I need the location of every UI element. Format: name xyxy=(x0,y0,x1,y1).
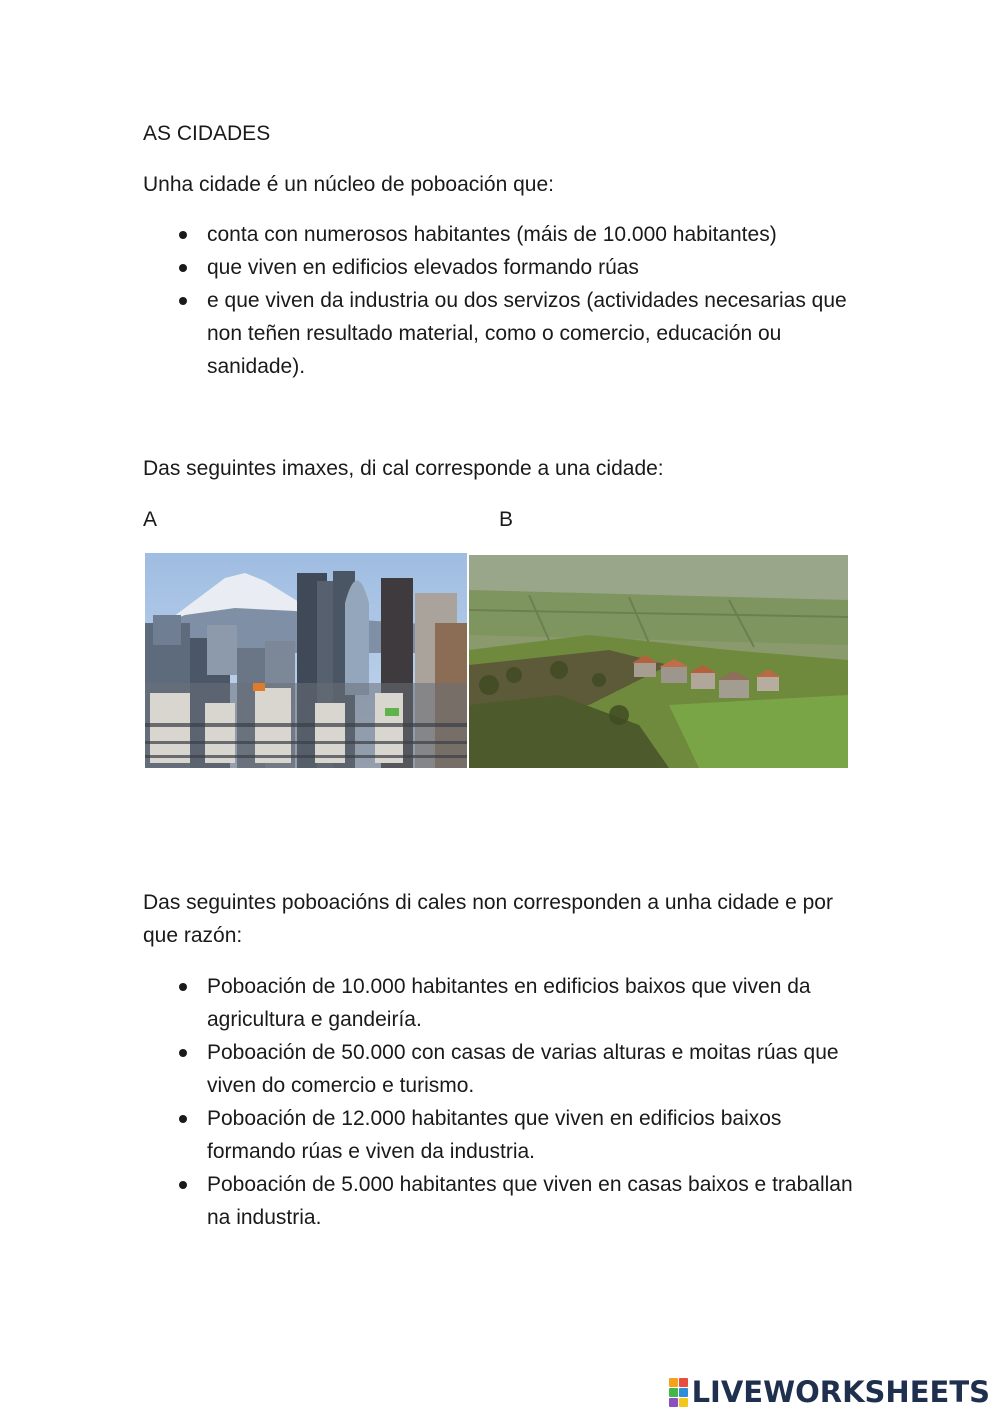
list-item: conta con numerosos habitantes (máis de 10.000 habitantes) xyxy=(143,218,858,251)
village-landscape-photo xyxy=(469,555,848,768)
city-skyline-photo xyxy=(145,553,467,768)
list-item: Poboación de 10.000 habitantes en edificios baixos que viven da agricultura e gandeiría. xyxy=(143,970,858,1036)
list-item: Poboación de 50.000 con casas de varias alturas e moitas rúas que viven do comercio e turismo. xyxy=(143,1036,858,1102)
list-item: e que viven da industria ou dos servizos (actividades necesarias que non teñen resultado material, como o comercio, educación ou sanidade). xyxy=(143,284,858,383)
logo-icon xyxy=(669,1378,688,1407)
city-features-list xyxy=(143,218,858,383)
list-item: Poboación de 5.000 habitantes que viven en casas baixos e traballan na industria. xyxy=(143,1168,858,1234)
list-item: Poboación de 12.000 habitantes que viven en edificios baixos formando rúas e viven da industria. xyxy=(143,1102,858,1168)
logo-text: LIVEWORKSHEETS xyxy=(691,1375,990,1409)
question-images: Das seguintes imaxes, di cal corresponde a una cidade: xyxy=(143,457,664,480)
question-populations: Das seguintes poboacións di cales non corresponden a unha cidade e por que razón: xyxy=(143,891,833,947)
page-title: AS CIDADES xyxy=(143,122,271,145)
liveworksheets-logo xyxy=(669,1374,990,1410)
image-label-b: B xyxy=(499,508,514,531)
population-options-list xyxy=(143,970,858,1234)
intro-text: Unha cidade é un núcleo de poboación que: xyxy=(143,173,554,196)
list-item: que viven en edificios elevados formando rúas xyxy=(143,251,858,284)
image-label-a: A xyxy=(143,508,158,531)
